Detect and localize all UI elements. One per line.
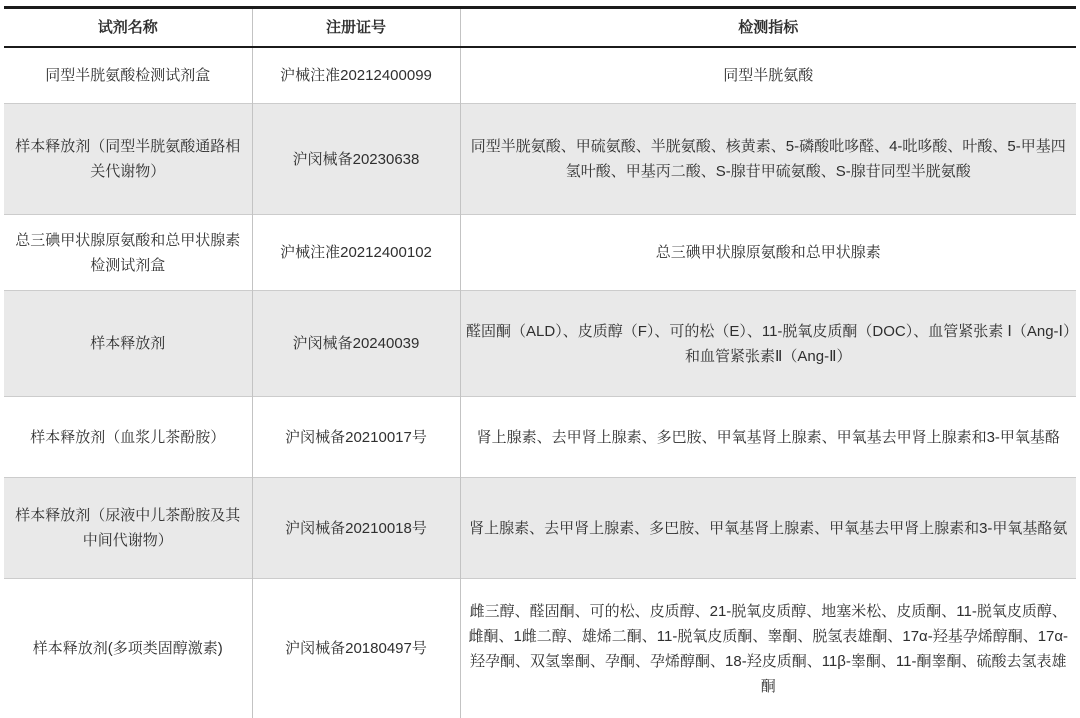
column-header-name: 试剂名称 [4, 8, 252, 48]
table-row [4, 478, 1076, 579]
cert-number-cell: 沪械注准20212400099 [252, 47, 460, 104]
reagent-name-cell: 总三碘甲状腺原氨酸和总甲状腺素检测试剂盒 [4, 215, 252, 291]
table-row [4, 47, 1076, 104]
reagent-name-cell: 样本释放剂(多项类固醇激素) [4, 579, 252, 718]
indicators-cell: 雌三醇、醛固酮、可的松、皮质醇、21-脱氧皮质醇、地塞米松、皮质酮、11-脱氧皮质醇、雌酮、1雌二醇、雄烯二酮、11-脱氧皮质酮、睾酮、脱氢表雄酮、17α-羟基孕烯醇酮、17α-羟孕酮、双氢睾酮、孕酮、孕烯醇酮、18-羟皮质酮、11β-睾酮、11-酮睾酮、硫酸去氢表雄酮 [468, 602, 1069, 695]
table-header [4, 8, 1076, 48]
indicators-cell: 醛固酮（ALD）、皮质醇（F）、可的松（E）、11-脱氧皮质酮（DOC）、血管紧张素 Ⅰ（Ang-Ⅰ）和血管紧张素Ⅱ（Ang-Ⅱ） [466, 322, 1071, 365]
cert-number-cell: 沪械注准20212400102 [252, 215, 460, 291]
cert-number-cell: 沪闵械备20210018号 [252, 478, 460, 579]
cert-number-cell: 沪闵械备20230638 [252, 104, 460, 215]
reagent-name-cell: 样本释放剂（尿液中儿茶酚胺及其中间代谢物） [4, 478, 252, 579]
table-row [4, 291, 1076, 397]
reagent-name-cell: 样本释放剂（血浆儿茶酚胺） [4, 397, 252, 478]
column-header-cert: 注册证号 [252, 8, 460, 48]
column-header-indicators: 检测指标 [460, 8, 1076, 48]
table-row [4, 104, 1076, 215]
cert-number-cell: 沪闵械备20180497号 [252, 579, 460, 718]
cert-number-cell: 沪闵械备20210017号 [252, 397, 460, 478]
header-row [4, 8, 1076, 48]
table-row [4, 579, 1076, 718]
table-row [4, 397, 1076, 478]
indicators-cell: 肾上腺素、去甲肾上腺素、多巴胺、甲氧基肾上腺素、甲氧基去甲肾上腺素和3-甲氧基酪 [476, 428, 1060, 446]
indicators-cell: 同型半胱氨酸、甲硫氨酸、半胱氨酸、核黄素、5-磷酸吡哆醛、4-吡哆酸、叶酸、5-甲基四氢叶酸、甲基丙二酸、S-腺苷甲硫氨酸、S-腺苷同型半胱氨酸 [470, 138, 1066, 180]
indicators-cell: 总三碘甲状腺原氨酸和总甲状腺素 [655, 244, 881, 261]
indicators-cell: 同型半胱氨酸 [723, 67, 814, 84]
reagent-name-cell: 样本释放剂 [4, 291, 252, 397]
cert-number-cell: 沪闵械备20240039 [252, 291, 460, 397]
indicators-cell: 肾上腺素、去甲肾上腺素、多巴胺、甲氧基肾上腺素、甲氧基去甲肾上腺素和3-甲氧基酪氨 [469, 519, 1068, 537]
reagent-name-cell: 同型半胱氨酸检测试剂盒 [4, 47, 252, 104]
reagent-table [4, 6, 1076, 718]
reagent-name-cell: 样本释放剂（同型半胱氨酸通路相关代谢物） [4, 104, 252, 215]
table-body [4, 47, 1076, 718]
table-row [4, 215, 1076, 291]
